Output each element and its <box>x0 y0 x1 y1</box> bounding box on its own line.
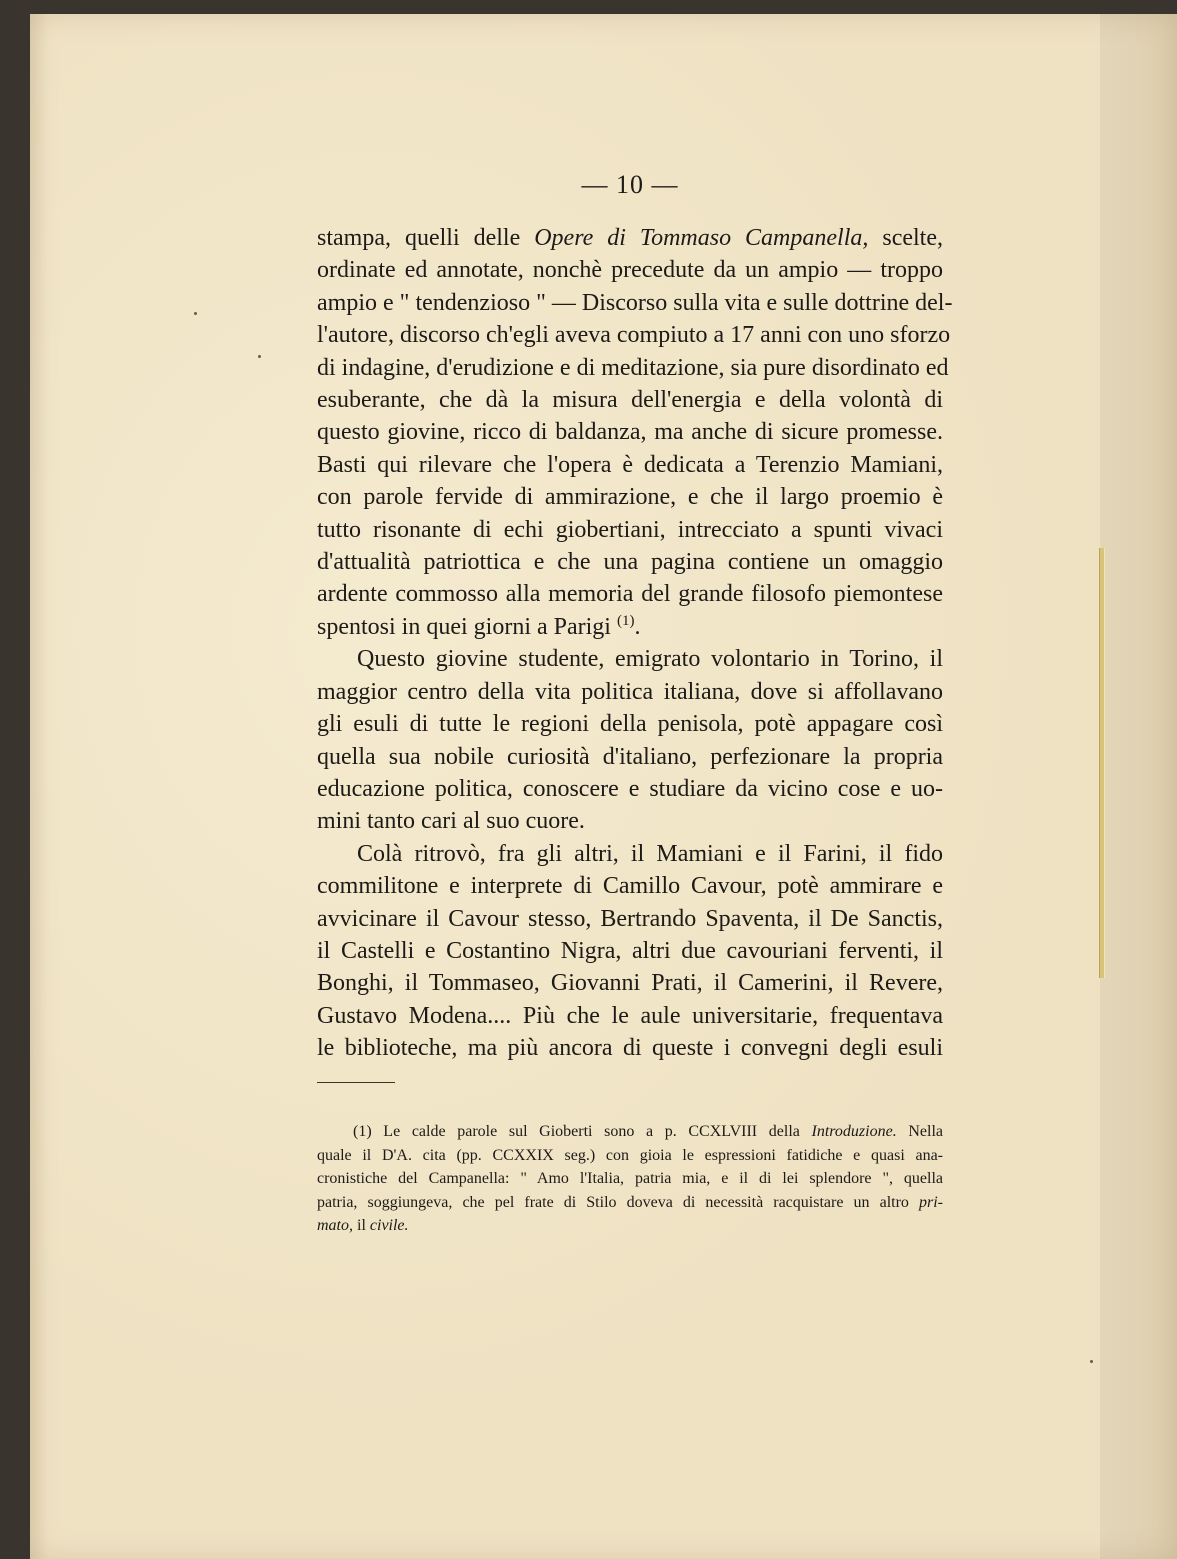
text-line: ordinate ed annotate, nonchè precedute da un ampio — troppo <box>317 257 943 284</box>
text-line: esuberante, che dà la misura dell'energia e della volontà di <box>317 387 943 414</box>
text-line-segment: scelte, <box>868 225 944 251</box>
footnote-line-segment: il <box>353 1217 370 1234</box>
footnote-line-segment: pri- <box>919 1193 943 1211</box>
text-line: mini tanto cari al suo cuore. <box>317 808 585 835</box>
footnote-reference: (1) <box>616 612 635 629</box>
text-line: l'autore, discorso ch'egli aveva compiuto a 17 anni con uno sforzo <box>317 322 951 349</box>
text-line: Basti qui rilevare che l'opera è dedicata a Terenzio Mamiani, <box>317 451 943 478</box>
footnote-line-segment: Introduzione. <box>811 1123 897 1140</box>
text-line: educazione politica, conoscere e studiare da vicino cose e uo- <box>317 775 943 802</box>
text-line-segment: stampa, quelli delle <box>317 225 535 251</box>
text-line: di indagine, d'erudizione e di meditazione, sia pure disordinato ed <box>317 354 949 381</box>
footnote-line: cronistiche del Campanella: " Amo l'Italia, patria mia, e il di lei splendore ", quella <box>317 1170 943 1187</box>
text-line: maggior centro della vita politica italiana, dove si affollavano <box>317 678 943 705</box>
text-line <box>317 222 943 254</box>
footnote-line-segment: (1) Le calde parole sul Gioberti sono a p. CCXLVIII della <box>353 1123 812 1140</box>
binding-thread <box>1099 548 1105 978</box>
footnote-line: quale il D'A. cita (pp. CCXXIX seg.) con gioia le espressioni fatidiche e quasi ana- <box>317 1146 943 1164</box>
footnote-line-segment: civile. <box>369 1217 409 1234</box>
footnotes <box>317 1120 943 1238</box>
text-line: con parole fervide di ammirazione, e che il largo proemio è <box>317 484 943 511</box>
text-line-segment: Opere di Tommaso Campanella, <box>534 225 869 251</box>
paper-speck <box>194 312 197 315</box>
text-line: avvicinare il Cavour stesso, Bertrando Spaventa, il De Sanctis, <box>317 905 943 932</box>
text-line: ampio e " tendenzioso " — Discorso sulla vita e sulle dottrine del- <box>317 289 953 316</box>
text-line: commilitone e interprete di Camillo Cavour, potè ammirare e <box>317 873 943 900</box>
text-line: tutto risonante di echi giobertiani, intrecciato a spunti vivaci <box>317 516 943 543</box>
footnote-line <box>317 1191 943 1215</box>
text-line <box>317 611 943 643</box>
text-line: quella sua nobile curiosità d'italiano, perfezionare la propria <box>317 743 943 770</box>
text-line: le biblioteche, ma più ancora di queste i convegni degli esuli <box>317 1035 943 1062</box>
text-line: Colà ritrovò, fra gli altri, il Mamiani e il Farini, il fido <box>357 840 943 867</box>
footnote-rule <box>317 1082 395 1083</box>
footnote-line-segment: Nella <box>896 1123 943 1140</box>
text-line: Bonghi, il Tommaseo, Giovanni Prati, il Camerini, il Revere, <box>317 970 943 997</box>
text-line: Gustavo Modena.... Più che le aule universitarie, frequentava <box>317 1002 943 1029</box>
text-line: gli esuli di tutte le regioni della penisola, potè appagare così <box>317 711 943 738</box>
page-edge-shadow <box>1100 14 1177 1559</box>
footnote-line <box>317 1214 943 1238</box>
footnote-line <box>317 1120 943 1144</box>
text-line: il Castelli e Costantino Nigra, altri due cavouriani ferventi, il <box>317 937 943 964</box>
text-line-segment: spentosi in quei giorni a Parigi <box>317 613 617 640</box>
footnote-line-segment: mato, <box>317 1217 353 1234</box>
text-line: d'attualità patriottica e che una pagina contiene un omaggio <box>317 549 943 576</box>
text-line: questo giovine, ricco di baldanza, ma anche di sicure promesse. <box>317 419 943 446</box>
text-line: ardente commosso alla memoria del grande filosofo piemontese <box>317 581 943 608</box>
paper-speck <box>258 355 261 358</box>
body-text <box>317 222 953 1065</box>
page-number: — 10 — <box>581 170 679 199</box>
text-line-segment: . <box>634 613 641 640</box>
footnote-line-segment: patria, soggiungeva, che pel frate di Stilo doveva di necessità racquistare un altro <box>317 1193 919 1211</box>
paper-speck <box>1090 1360 1093 1363</box>
text-line: Questo giovine studente, emigrato volontario in Torino, il <box>357 646 943 673</box>
